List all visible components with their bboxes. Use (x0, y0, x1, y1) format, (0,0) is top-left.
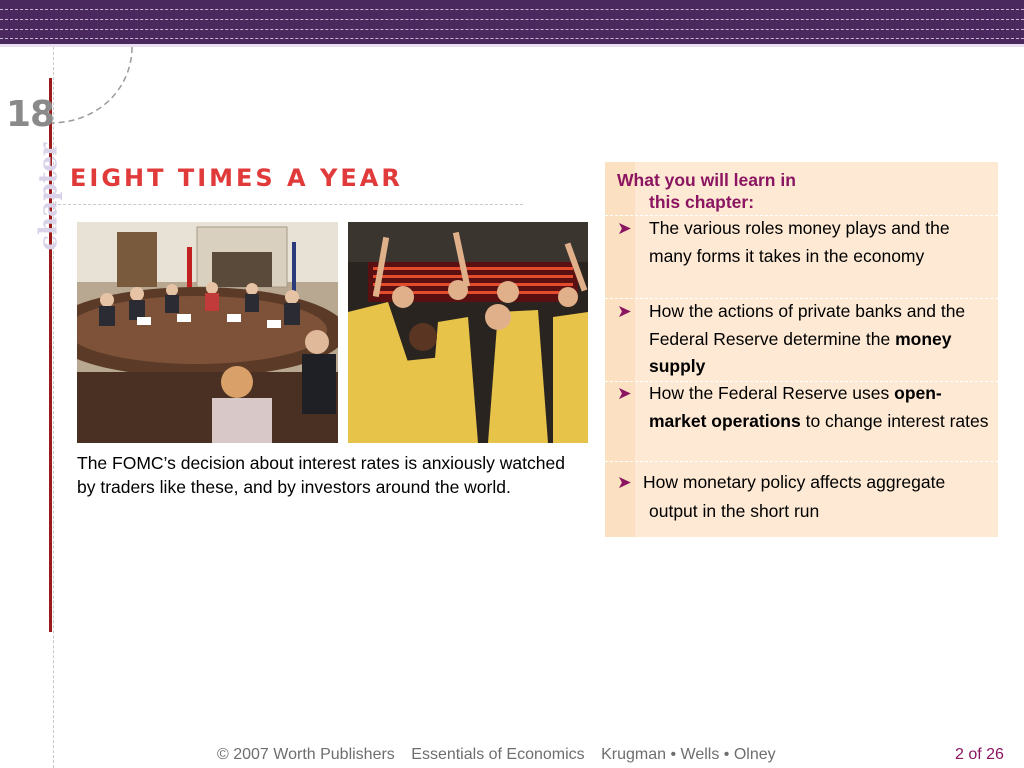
footer-book: Essentials of Economics (411, 746, 585, 763)
title-divider (53, 204, 523, 205)
arrow-bullet-icon: ➤ (617, 472, 632, 492)
learn-item: ➤ The various roles money plays and the many forms it takes in the economy (617, 215, 989, 270)
learn-panel-title (617, 169, 796, 213)
page-number: 2 of 26 (955, 746, 1004, 763)
trading-floor-photo (348, 222, 588, 443)
panel-divider (605, 461, 998, 462)
arrow-bullet-icon: ➤ (617, 383, 632, 403)
top-strip (0, 44, 1024, 47)
chapter-number: 18 (6, 94, 55, 135)
learn-item: ➤ How monetary policy affects aggregate output in the short run (617, 468, 989, 526)
footer-authors: Krugman • Wells • Olney (601, 746, 776, 763)
learn-item: ➤ How the Federal Reserve uses open-market operations to change interest rates (617, 380, 989, 435)
arrow-bullet-icon: ➤ (617, 218, 632, 238)
meeting-room-photo (77, 222, 338, 443)
learn-item: ➤ How the actions of private banks and the Federal Reserve determine the money supply (617, 298, 989, 381)
learn-title-line1: What you will learn in (617, 170, 796, 190)
photo-caption: The FOMC’s decision about interest rates is anxiously watched by traders like these, and by investors around the world. (77, 453, 565, 497)
footer (217, 746, 788, 764)
top-band (0, 0, 1024, 44)
arrow-bullet-icon: ➤ (617, 301, 632, 321)
section-title: EIGHT TIMES A YEAR (70, 164, 403, 192)
footer-copyright: © 2007 Worth Publishers (217, 746, 395, 763)
learn-title-line2: this chapter: (649, 192, 755, 212)
chapter-label: chapter (33, 142, 63, 251)
